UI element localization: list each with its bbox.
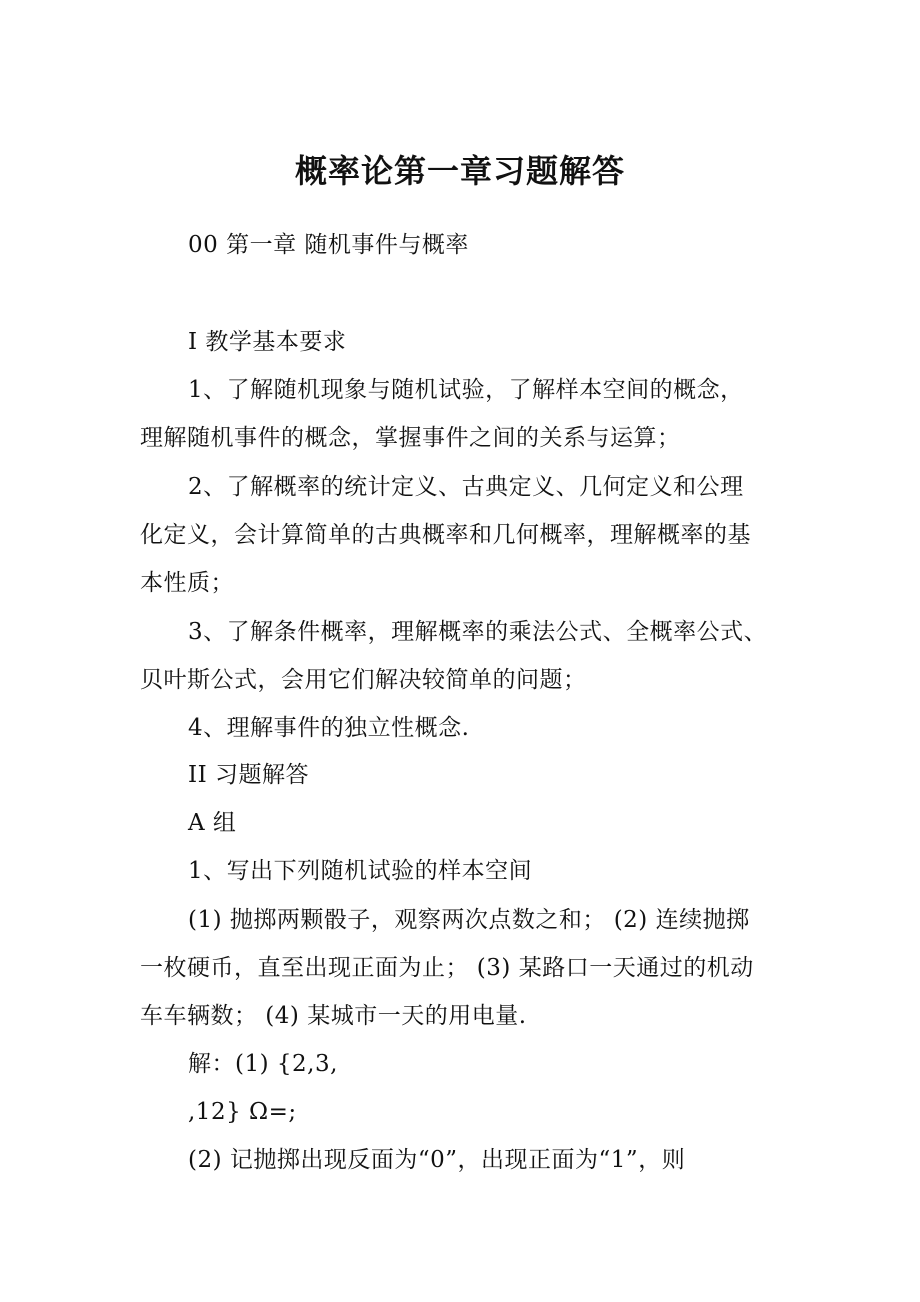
solution-line: 解：(1) {2,3, [188,1051,338,1077]
chapter-heading: 00 第一章 随机事件与概率 [188,232,469,258]
solution-line: (2) 记抛掷出现反面为“0”，出现正面为“1”，则 [188,1147,686,1173]
solution-line: ,12} Ω=; [188,1099,297,1125]
exercise-line: 车车辆数； (4) 某城市一天的用电量. [140,1003,527,1029]
document-title: 概率论第一章习题解答 [294,152,625,190]
paragraph-line: 1、了解随机现象与随机试验，了解样本空间的概念， [188,377,744,403]
group-heading: A 组 [188,810,237,836]
paragraph-line: 2、了解概率的统计定义、古典定义、几何定义和公理 [188,474,744,500]
paragraph-line: 4、理解事件的独立性概念. [188,715,470,741]
section-heading: I 教学基本要求 [188,329,347,355]
paragraph-line: 贝叶斯公式，会用它们解决较简单的问题； [140,667,587,693]
paragraph-line: 化定义，会计算简单的古典概率和几何概率，理解概率的基 [140,522,751,548]
exercise-line: 1、写出下列随机试验的样本空间 [188,858,533,884]
section-heading: II 习题解答 [188,762,309,788]
paragraph-line: 3、了解条件概率，理解概率的乘法公式、全概率公式、 [188,619,768,645]
exercise-line: 一枚硬币，直至出现正面为止； (3) 某路口一天通过的机动 [140,955,754,981]
paragraph-line: 理解随机事件的概念，掌握事件之间的关系与运算； [140,425,681,451]
paragraph-line: 本性质； [140,570,234,596]
exercise-line: (1) 抛掷两颗骰子，观察两次点数之和； (2) 连续抛掷 [188,907,750,933]
